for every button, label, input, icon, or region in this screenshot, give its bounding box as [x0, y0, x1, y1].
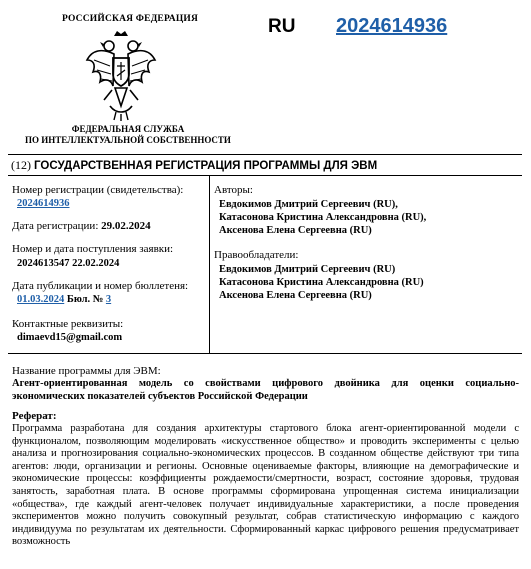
divider-top: [8, 154, 522, 155]
publication-date-link[interactable]: 01.03.2024: [17, 294, 65, 305]
application-label: Номер и дата поступления заявки:: [12, 243, 174, 255]
country-code: RU: [268, 16, 296, 37]
contacts-value: dimaevd15@gmail.com: [17, 332, 123, 343]
agency-line-1: ФЕДЕРАЛЬНАЯ СЛУЖБА: [71, 124, 185, 134]
abstract-label: Реферат:: [12, 410, 57, 422]
holders-list: [219, 263, 524, 302]
program-name-label: Название программы для ЭВМ:: [12, 365, 161, 377]
author-item: Катасонова Кристина Александровна (RU),: [219, 212, 427, 223]
country-name: РОССИЙСКАЯ ФЕДЕРАЦИЯ: [62, 14, 199, 24]
reg-date-value: 29.02.2024: [101, 220, 151, 232]
holder-item: Аксенова Елена Сергеевна (RU): [219, 290, 372, 301]
reg-date-label: Дата регистрации:: [12, 220, 99, 232]
application-value: 2024613547 22.02.2024: [17, 258, 120, 269]
bulletin-number-link[interactable]: 3: [105, 294, 112, 305]
reg-number-label: Номер регистрации (свидетельства):: [12, 184, 184, 196]
holders-label: Правообладатели:: [214, 249, 299, 261]
publication-label: Дата публикации и номер бюллетеня:: [12, 280, 189, 292]
divider-table-bottom: [8, 353, 522, 354]
section-title: [11, 158, 377, 173]
publication-value: [17, 293, 212, 306]
author-item: Аксенова Елена Сергеевна (RU): [219, 225, 372, 236]
reg-number-link[interactable]: 2024614936: [17, 198, 70, 209]
authors-label: Авторы:: [214, 184, 253, 196]
agency-line-2: ПО ИНТЕЛЛЕКТУАЛЬНОЙ СОБСТВЕННОСТИ: [25, 135, 231, 145]
coat-of-arms-icon: [84, 30, 158, 122]
author-item: Евдокимов Дмитрий Сергеевич (RU),: [219, 199, 398, 210]
abstract-text: Программа разработана для создания архитектуры стартового блока агент-ориентированной модели с функционалом, позволяющим моделировать «искусственное общество» и проводить эксперименты с целью анализа и прогнозирования социально-экономических процессов. В созданном обществе действуют три типа агентов: люди, организации и регионы. Основные оцениваемые факторы, влияющие на демографические и экономические процессы: коэффициенты рождаемости/смертности, возраст, состояние здоровья, трудовая занятость, заработная плата. В основе программы сформирована упрощенная система инициализации «общества», где каждый агент-человек получает индивидуальные характеристики, а после проведения экспериментов можно получить совокупный результат, собрав статистическую информацию с каждого индивидуума по результатам их деятельности. Сформированный каркас цифрового решения предусматривает возможность: [12, 423, 519, 548]
holder-item: Евдокимов Дмитрий Сергеевич (RU): [219, 264, 396, 275]
authors-list: [219, 198, 524, 237]
section-title-text: ГОСУДАРСТВЕННАЯ РЕГИСТРАЦИЯ ПРОГРАММЫ ДЛЯ ЭВМ: [34, 160, 378, 172]
patent-number-link[interactable]: 2024614936: [336, 15, 448, 37]
program-name-value: Агент-ориентированная модель со свойствами цифрового двойника для оценки социально-экономических показателей субъектов Российской Федерации: [12, 378, 519, 402]
reg-date: [12, 220, 207, 233]
holder-item: Катасонова Кристина Александровна (RU): [219, 277, 424, 288]
section-code: (12): [11, 158, 31, 172]
agency-name: [22, 124, 234, 146]
bulletin-label: Бюл. №: [66, 294, 104, 305]
divider-table-top: [8, 175, 522, 176]
contacts-label: Контактные реквизиты:: [12, 318, 124, 330]
